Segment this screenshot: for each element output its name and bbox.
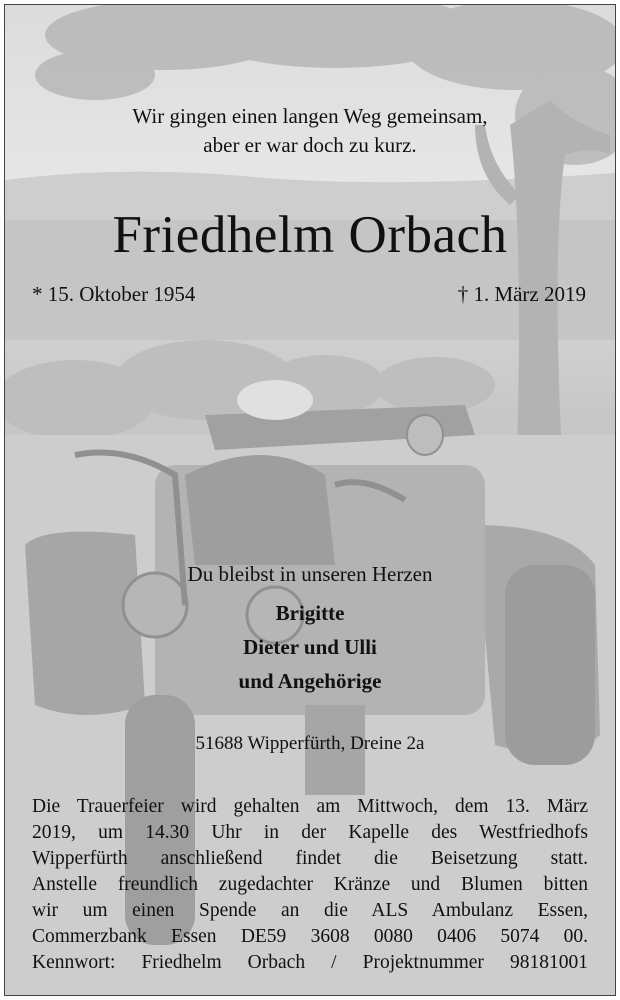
death-date: † 1. März 2019: [457, 282, 586, 306]
ceremony-line: Wipperfürth anschließend findet die Beisetzung statt.: [32, 848, 588, 869]
donation-line: wir um einen Spende an die ALS Ambulanz Essen,: [32, 900, 588, 921]
deceased-name: Friedhelm Orbach: [112, 206, 508, 264]
closing-line: Du bleibst in unseren Herzen: [187, 562, 433, 586]
ceremony-line: 2019, um 14.30 Uhr in der Kapelle des Westfriedhofs: [32, 822, 588, 843]
ceremony-paragraph: [32, 794, 588, 872]
motto: [0, 102, 620, 160]
motto-line: aber er war doch zu kurz.: [203, 133, 417, 157]
donation-line: Kennwort: Friedhelm Orbach / Projektnummer 98181001: [32, 952, 588, 973]
donation-paragraph: [32, 872, 588, 976]
mourner-name: Dieter und Ulli: [243, 635, 377, 659]
mourners-list: [0, 596, 620, 702]
ceremony-line: Die Trauerfeier wird gehalten am Mittwoch, dem 13. März: [32, 796, 588, 817]
donation-line: Commerzbank Essen DE59 3608 0080 0406 5074 00.: [32, 926, 588, 947]
mourner-name: Brigitte: [275, 601, 345, 625]
address: 51688 Wipperfürth, Dreine 2a: [195, 733, 425, 754]
donation-line: Anstelle freundlich zugedachter Kränze und Blumen bitten: [32, 874, 588, 895]
birth-date: * 15. Oktober 1954: [32, 282, 196, 306]
motto-line: Wir gingen einen langen Weg gemeinsam,: [132, 104, 488, 128]
funeral-notice: [32, 794, 588, 976]
mourner-name: und Angehörige: [238, 669, 382, 693]
